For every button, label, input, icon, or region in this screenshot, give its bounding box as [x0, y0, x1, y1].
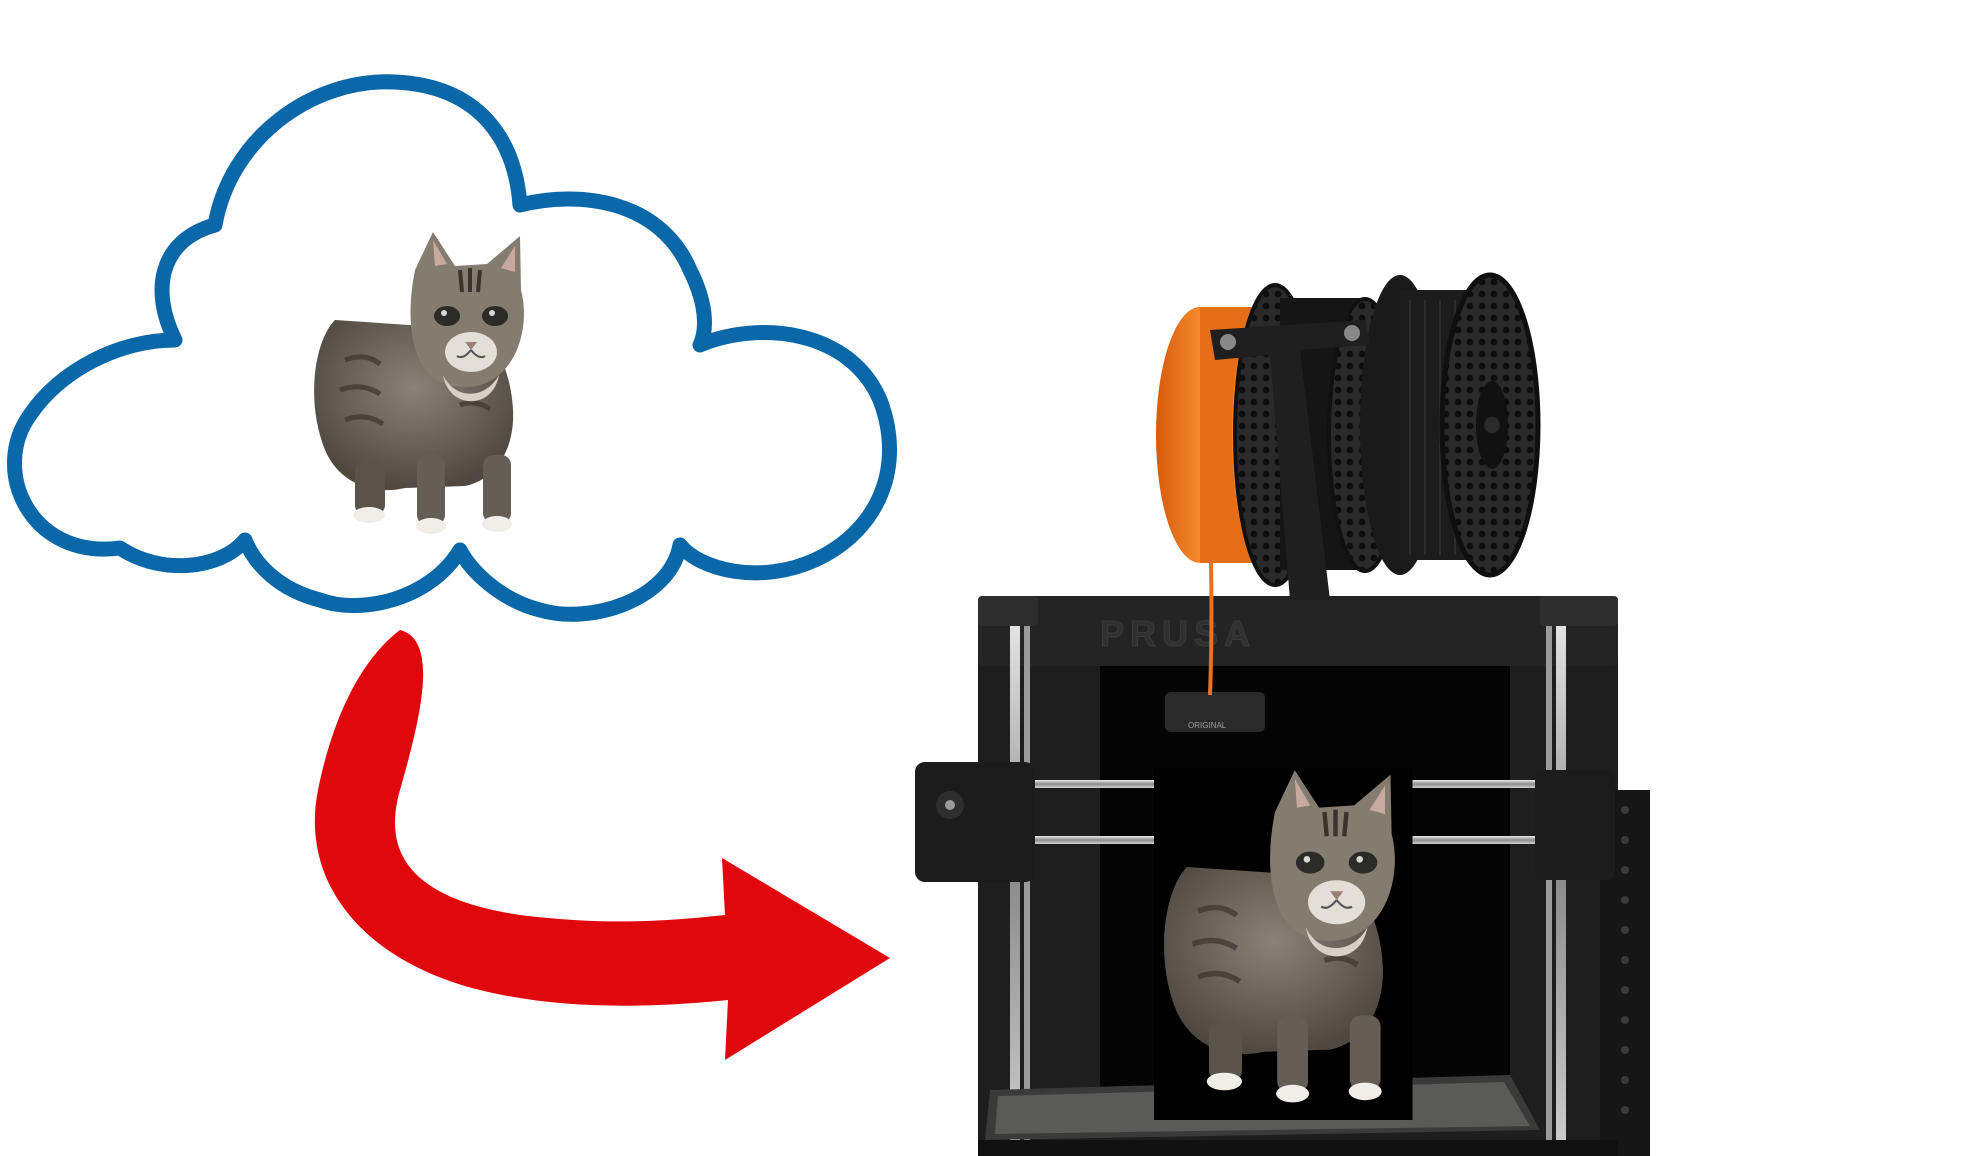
nozzle-label: ORIGINAL	[1188, 721, 1227, 730]
filament-spool-icon	[1156, 275, 1538, 600]
printer-brand-label: PRUSA	[1100, 613, 1257, 654]
cat-icon	[1154, 768, 1413, 1120]
curved-arrow-icon	[315, 630, 890, 1060]
